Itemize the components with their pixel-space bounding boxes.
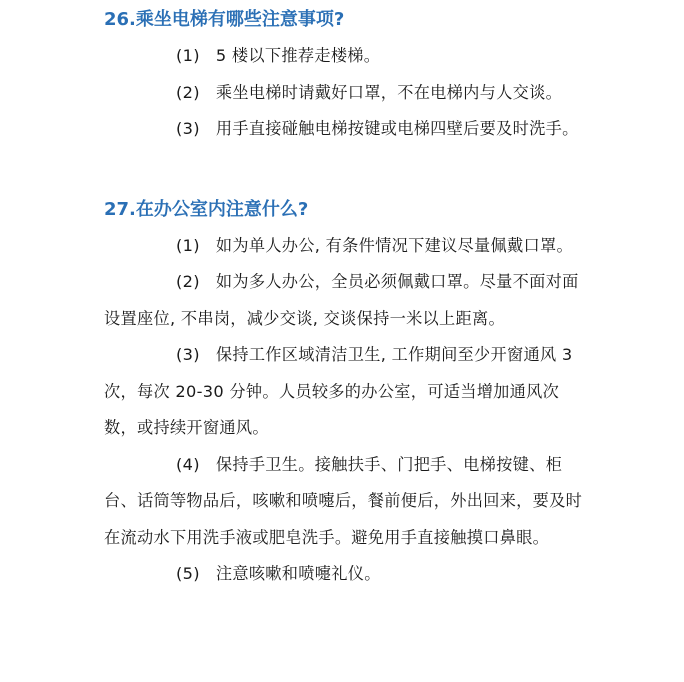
item-number: (3) (176, 345, 200, 364)
item-text: 注意咳嗽和喷嚏礼仪。 (215, 564, 381, 583)
item-number: (2) (176, 82, 200, 102)
item-text: 5 楼以下推荐走楼梯。 (215, 46, 381, 65)
item-26-1 (104, 38, 584, 75)
item-number: (5) (176, 564, 200, 583)
item-27-5 (104, 556, 584, 593)
item-26-2 (104, 75, 584, 112)
item-text: 如为单人办公, 有条件情况下建议尽量佩戴口罩。 (215, 235, 573, 255)
item-number: (1) (176, 235, 200, 255)
item-number: (3) (176, 119, 200, 138)
item-text: 保持工作区域清洁卫生, 工作期间至少开窗通风 3 次，每次 20-30 分钟。人员较多的办公室，可适当增加通风次数，或持续开窗通风。 (104, 345, 573, 437)
item-27-3 (104, 337, 584, 447)
item-text: 乘坐电梯时请戴好口罩，不在电梯内与人交谈。 (215, 82, 563, 102)
section-heading-26: 26.乘坐电梯有哪些注意事项? (104, 9, 345, 30)
item-text: 用手直接碰触电梯按键或电梯四壁后要及时洗手。 (215, 119, 579, 138)
item-27-1 (104, 228, 584, 265)
item-number: (4) (176, 454, 200, 474)
item-26-3 (104, 111, 584, 148)
item-text: 保持手卫生。接触扶手、门把手、电梯按键、柜台、话筒等物品后，咳嗽和喷嚏后，餐前便后，外出回来，要及时在流动水下用洗手液或肥皂洗手。避免用手直接触摸口鼻眼。 (104, 454, 583, 547)
item-27-2 (104, 264, 584, 337)
item-27-4 (104, 447, 584, 557)
item-text: 如为多人办公，全员必须佩戴口罩。尽量不面对面设置座位, 不串岗，减少交谈, 交谈保持一米以上距离。 (104, 272, 579, 328)
document-page (104, 0, 584, 593)
item-number: (2) (176, 272, 200, 291)
item-number: (1) (176, 46, 200, 65)
section-heading-27: 27.在办公室内注意什么? (104, 198, 309, 220)
